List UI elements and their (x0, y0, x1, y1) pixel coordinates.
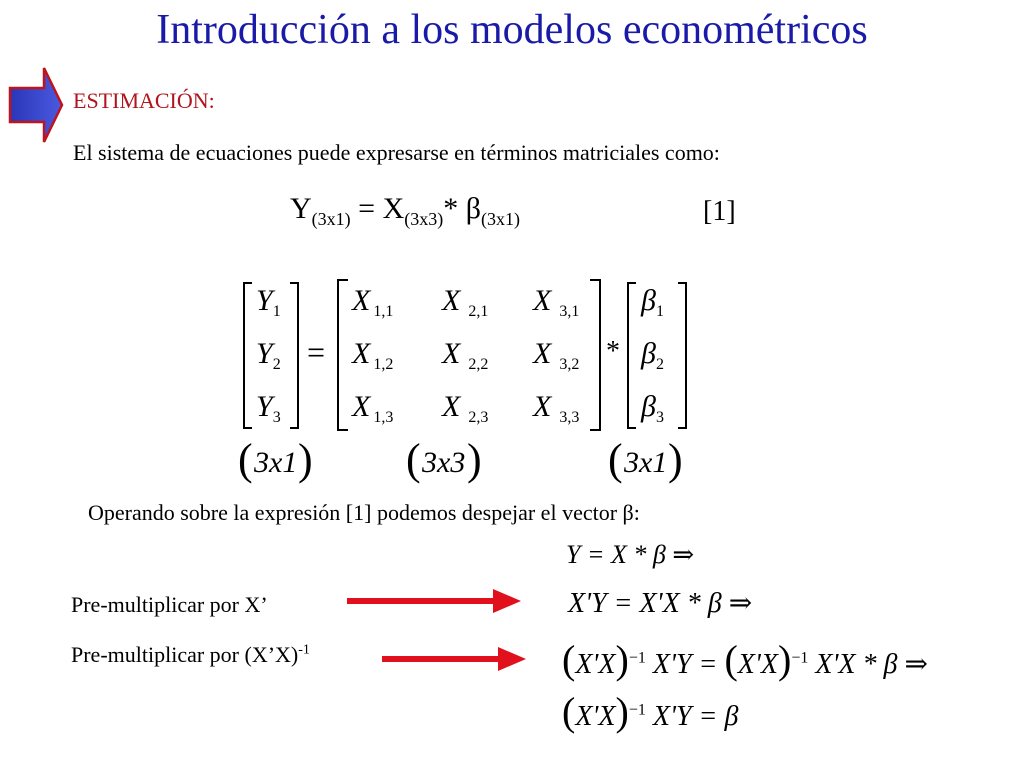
y2: $Y_2$ (256, 337, 281, 373)
dim3-open-paren: ( (608, 435, 623, 484)
slide-title: Introducción a los modelos econométricos (156, 7, 868, 53)
x22: X $_{2,2}$ (442, 337, 489, 373)
premult-label-1: Pre-multiplicar por X’ (71, 592, 268, 617)
x21: X $_{2,1}$ (442, 284, 489, 320)
premult-label-2: Pre-multiplicar por (X’X)$^{-1}$ (71, 642, 310, 667)
dim1-close-paren: ) (298, 435, 313, 484)
matrix-equals-sign: = (307, 334, 326, 370)
dim2-open-paren: ( (406, 435, 421, 484)
step-line-3: $(X'X)^{-1}$ X'Y = β (562, 689, 739, 734)
x23: X $_{2,3}$ (442, 390, 489, 426)
y3: $Y_3$ (256, 390, 281, 426)
intro-text: El sistema de ecuaciones puede expresarse en términos matriciales como: (73, 140, 720, 165)
x33: X $_{3,3}$ (533, 390, 580, 426)
beta3: $\beta_3$ (641, 390, 664, 426)
section-heading: ESTIMACIÓN: (73, 88, 215, 113)
matrix-star: * (606, 336, 620, 367)
dim3-label: 3x1 (624, 446, 668, 479)
red-arrow-icon (380, 644, 530, 674)
x32: X $_{3,2}$ (533, 337, 580, 373)
x31: X $_{3,1}$ (533, 284, 580, 320)
dim2-label: 3x3 (422, 446, 466, 479)
x13: X $_{1,3}$ (352, 390, 394, 426)
red-arrow-icon (345, 586, 525, 616)
x12: X $_{1,2}$ (352, 337, 394, 373)
dim2-close-paren: ) (467, 435, 482, 484)
beta1: $\beta_1$ (641, 284, 664, 320)
dim1-open-paren: ( (238, 435, 253, 484)
step-line-1: X'Y = X'X * β ⇒ (568, 588, 753, 619)
equation-1: $Y_{(3x1)} = X_{(3x3)}*$ $\beta_{(3x1)}$ (290, 192, 521, 229)
equation-number: [1] (703, 196, 736, 227)
y1: $Y_1$ (256, 284, 281, 320)
step-line-2: $(X'X)^{-1}$ $X'Y = (X'X)^{-1}$ X'X * β ⇒ (562, 637, 928, 682)
dim1-label: 3x1 (254, 446, 298, 479)
dim3-close-paren: ) (668, 435, 683, 484)
operando-text: Operando sobre la expresión [1] podemos despejar el vector β: (88, 500, 640, 525)
x11: X $_{1,1}$ (352, 284, 394, 320)
beta2: $\beta_2$ (641, 337, 664, 373)
step-line-0: Y = X * β ⇒ (566, 540, 695, 569)
